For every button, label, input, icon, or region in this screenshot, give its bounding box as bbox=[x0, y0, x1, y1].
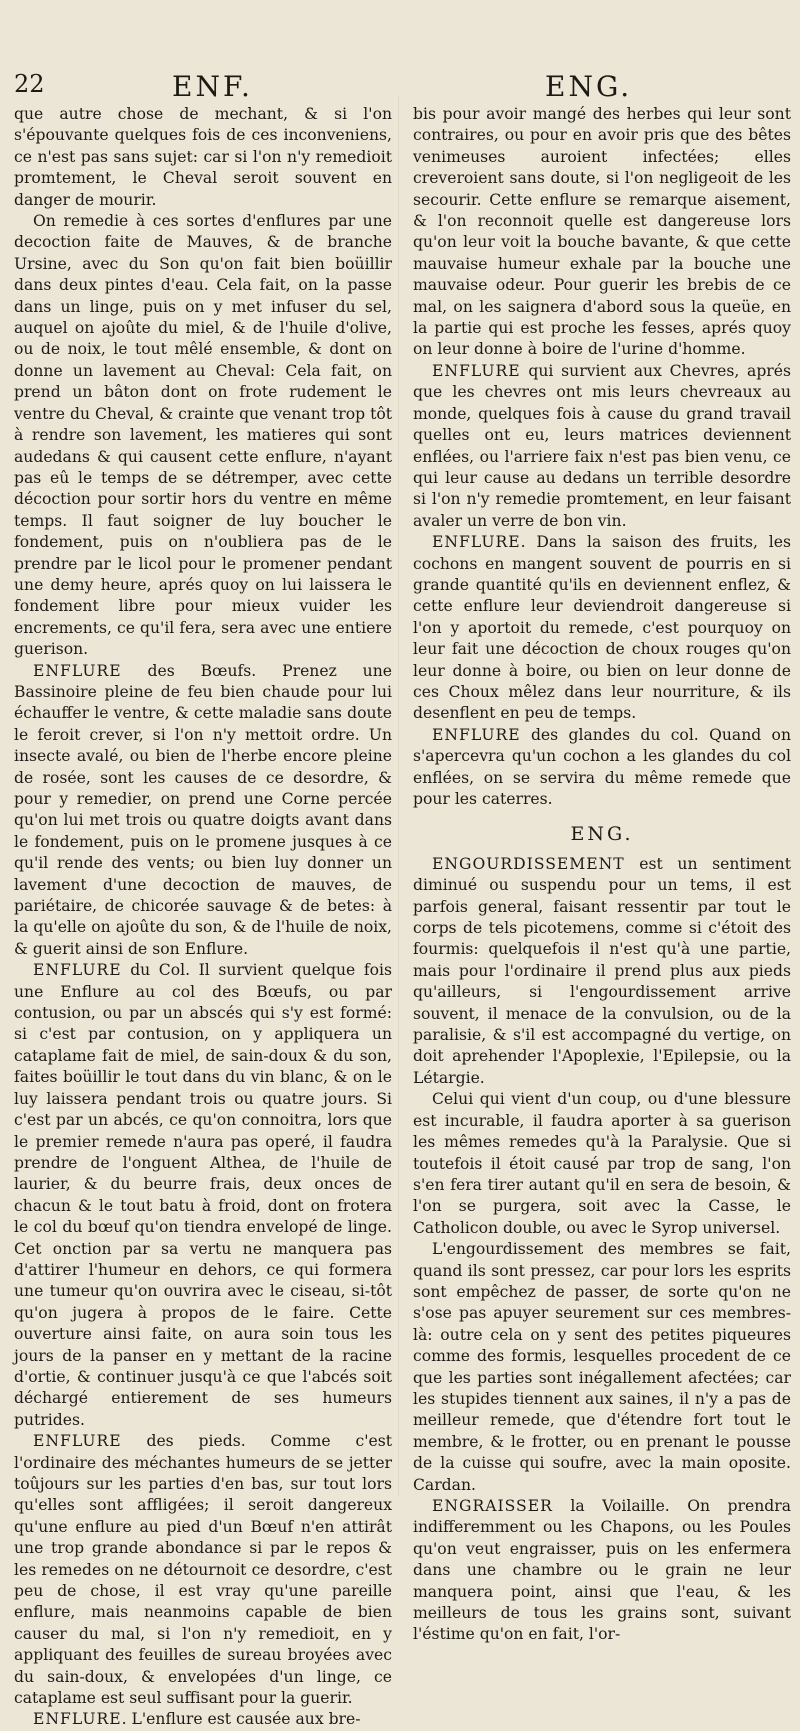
paragraph bbox=[413, 361, 791, 532]
paragraph-text: que autre chose de mechant, & si l'on s'épouvante quelques fois de ces inconveniens, ce n'est pas sans sujet: car si l'on n'y remedioit promtement, le Cheval seroit souvent en danger de mourir. bbox=[14, 105, 392, 209]
entry-keyword: ENFLURE bbox=[33, 1710, 122, 1729]
paragraph-text: bis pour avoir mangé des herbes qui leur sont contraires, ou pour en avoir pris que des bêtes venimeuses auroient infectées; elles creveroient sans doute, si l'on negligeoit de les secourir. Cette enflure se remarque aisement, & l'on reconnoit quelle est dangereuse lors qu'on leur voit la bouche bavante, & que cette mauvaise humeur exhale par la bouche une mauvaise odeur. Pour guerir les brebis de ce mal, on les saignera d'abord sous la queüe, en la partie qui est proche les fesses, aprés quoy on leur donne à boire de l'urine d'homme. bbox=[413, 105, 791, 359]
entry-keyword: ENFLURE bbox=[33, 661, 122, 680]
running-head-right: ENG. bbox=[545, 70, 633, 103]
paragraph-text: la Voilaille. On prendra indifferemment ou les Chapons, ou les Poules qu'on veut engraisser, puis on les enfermera dans une chambre ou le grain ne leur manquera point, ainsi que l'eau, & les meilleurs de tous les grains sont, suivant l'éstime qu'on en fait, l'or- bbox=[413, 1497, 791, 1644]
paragraph bbox=[14, 104, 392, 211]
running-head-left: ENF. bbox=[172, 70, 253, 103]
paragraph-text: est un sentiment diminué ou suspendu pour un tems, il est parfois general, faisant ressentir par tout le corps de tels picotemens, comme si c'étoit des fourmis: quelquefois il n'est qu'à une partie, mais pour l'ordinaire il prend plus aux pieds qu'ailleurs, si l'engourdissement arrive souvent, il menace de la convulsion, ou de la paralisie, & s'il est accompagné du vertige, on doit aprehender l'Apoplexie, l'Epilepsie, ou la Létargie. bbox=[413, 854, 791, 1087]
paragraph bbox=[14, 211, 392, 661]
paragraph-text: Celui qui vient d'un coup, ou d'une blessure est incurable, il faudra aporter à sa guerison les mêmes remedes qu'à la Paralysie. Que si toutefois il étoit causé par trop de sang, l'on s'en fera tirer autant qu'il en sera de besoin, & l'on se purgera, soit avec la Casse, le Catholicon double, ou avec le Syrop universel. bbox=[413, 1090, 791, 1237]
entry-keyword: ENFLURE bbox=[432, 725, 521, 744]
paragraph bbox=[413, 1089, 791, 1239]
right-column bbox=[413, 104, 791, 1646]
right-column-bottom bbox=[413, 854, 791, 1646]
page-number: 22 bbox=[14, 70, 45, 98]
paragraph bbox=[413, 1239, 791, 1496]
right-column-top bbox=[413, 104, 791, 810]
paragraph-text: On remedie à ces sortes d'enflures par une decoction faite de Mauves, & de branche Ursine, avec du Son qu'on fait bien boüillir dans deux pintes d'eau. Cela fait, on la passe dans un linge, puis on y met infuser du sel, auquel on ajoûte du miel, & de l'huile d'olive, ou de noix, le tout mêlé ensemble, & dont on donne un lavement au Cheval: Cela fait, on prend un bâton dont on frote rudement le ventre du Cheval, & crainte que venant trop tôt à rendre son lavement, les matieres qui sont audedans & qui causent cette enflure, n'ayant pas eû le temps de se détremper, avec cette décoction pour sortir hors du ventre en même temps. Il faut soigner de luy boucher le fondement, puis on n'oubliera pas de le prendre par le licol pour le promener pendant une demy heure, aprés quoy on lui laissera le fondement libre pour mieux vuider les encrements, ce qu'il fera, sera avec une entiere guerison. bbox=[14, 212, 392, 659]
paragraph bbox=[14, 661, 392, 961]
entry-keyword: ENFLURE bbox=[33, 961, 122, 980]
paragraph-text: des glandes du col. Quand on s'apercevra qu'un cochon a les glandes du col enflées, on se servira du même remede que pour les caterres. bbox=[413, 725, 791, 808]
section-heading: ENG. bbox=[570, 823, 634, 846]
paragraph-text: . Dans la saison des fruits, les cochons en mangent souvent de pourris en si grande quantité qu'ils en deviennent enflez, & cette enflure leur deviendroit dangereuse si l'on y aportoit du remede, c'est pourquoy on leur fait une décoction de choux rouges qu'on leur donne à boire, ou bien on leur donne de ces Choux mêlez dans leur nourriture, & ils desenflent en peu de temps. bbox=[413, 533, 791, 723]
paragraph-text: . L'enflure est causée aux bre- bbox=[121, 1710, 361, 1729]
paragraph bbox=[413, 1496, 791, 1646]
entry-keyword: ENFLURE bbox=[432, 361, 521, 380]
paragraph-text: des Bœufs. Prenez une Bassinoire pleine de feu bien chaude pour lui échauffer le ventre, & cette maladie sans doute le feroit crever, si l'on n'y mettoit ordre. Un insecte avalé, ou bien de l'herbe encore pleine de rosée, sont les causes de ce desordre, & pour y remedier, on prend une Corne percée qu'on lui met trois ou quatre doigts avant dans le fondement, puis on le promene jusques à ce qu'il rende des vents; ou bien luy donner un lavement d'une decoction de mauves, de pariétaire, de chicorée sauvage & de betes: à la qu'elle on ajoûte du son, & de l'huile de noix, & guerit ainsi de son Enflure. bbox=[14, 661, 392, 958]
entry-keyword: ENGOURDISSEMENT bbox=[432, 854, 625, 873]
left-column bbox=[14, 104, 392, 1731]
entry-keyword: ENFLURE bbox=[33, 1432, 122, 1451]
paragraph-text: du Col. Il survient quelque fois une Enflure au col des Bœufs, ou par contusion, ou par un abscés qui s'y est formé: si c'est par contusion, on y appliquera un cataplame fait de miel, de sain-doux & du son, faites boüillir le tout dans du vin blanc, & on le luy laissera pendant trois ou quatre jours. Si c'est par un abcés, ce qu'on connoitra, lors que le premier remede n'aura pas operé, il faudra prendre de l'onguent Althea, de l'huile de laurier, & du beurre frais, deux onces de chacun & le tout batu à froid, dont on frotera le col du bœuf qu'on tiendra envelopé de linge. Cet onction par sa vertu ne manquera pas d'attirer l'humeur en dehors, ce qui formera une tumeur qu'on ouvrira avec le ciseau, si-tôt qu'on jugera à propos de le faire. Cette ouverture ainsi faite, on aura soin tous les jours de la panser en y mettant de la racine d'ortie, & continuer jusqu'à ce que l'abcés soit déchargé entierement de ses humeurs putrides. bbox=[14, 961, 392, 1429]
entry-keyword: ENFLURE bbox=[432, 533, 521, 552]
entry-keyword: ENGRAISSER bbox=[432, 1497, 553, 1515]
column-gutter bbox=[398, 96, 399, 1496]
paragraph-text: des pieds. Comme c'est l'ordinaire des méchantes humeurs de se jetter toûjours sur les parties d'en bas, sur tout lors qu'elles sont affligées; il seroit dangereux qu'une enflure au pied d'un Bœuf n'en attirât une trop grande abondance si par le repos & les remedes on ne détournoit ce desordre, c'est peu de chose, il est vray qu'une pareille enflure, mais neanmoins capable de bien causer du mal, si l'on n'y remedioit, en y appliquant des feuilles de sureau broyées avec du sain-doux, & envelopées d'un linge, ce cataplame est seul suffisant pour la guerir. bbox=[14, 1432, 392, 1708]
paragraph bbox=[14, 1431, 392, 1709]
paragraph-text: qui survient aux Chevres, aprés que les chevres ont mis leurs chevreaux au monde, quelques fois à cause du grand travail quelles ont eu, leurs matrices deviennent enflées, ou l'arriere faix n'est pas bien venu, ce qui leur cause au dedans un terrible desordre si l'on n'y remedie promtement, en leur faisant avaler un verre de bon vin. bbox=[413, 361, 791, 530]
paragraph bbox=[14, 960, 392, 1431]
paragraph bbox=[413, 532, 791, 725]
paragraph bbox=[413, 104, 791, 361]
paragraph bbox=[413, 725, 791, 811]
paragraph bbox=[14, 1709, 392, 1730]
paragraph bbox=[413, 854, 791, 1089]
paragraph-text: L'engourdissement des membres se fait, quand ils sont pressez, car pour lors les esprits sont empêchez de passer, de sorte qu'on ne s'ose pas apuyer seurement sur ces membres-là: outre cela on y sent des petites piqueures comme des formis, lesquelles procedent de ce que les parties sont inégallement afectées; car les stupides tiennent aux saines, il n'y a pas de meilleur remede, que d'étendre fort tout le membre, & le frotter, ou en prenant le pousse de la cuisse qui soufre, avec la main oposite. Cardan. bbox=[413, 1240, 791, 1494]
